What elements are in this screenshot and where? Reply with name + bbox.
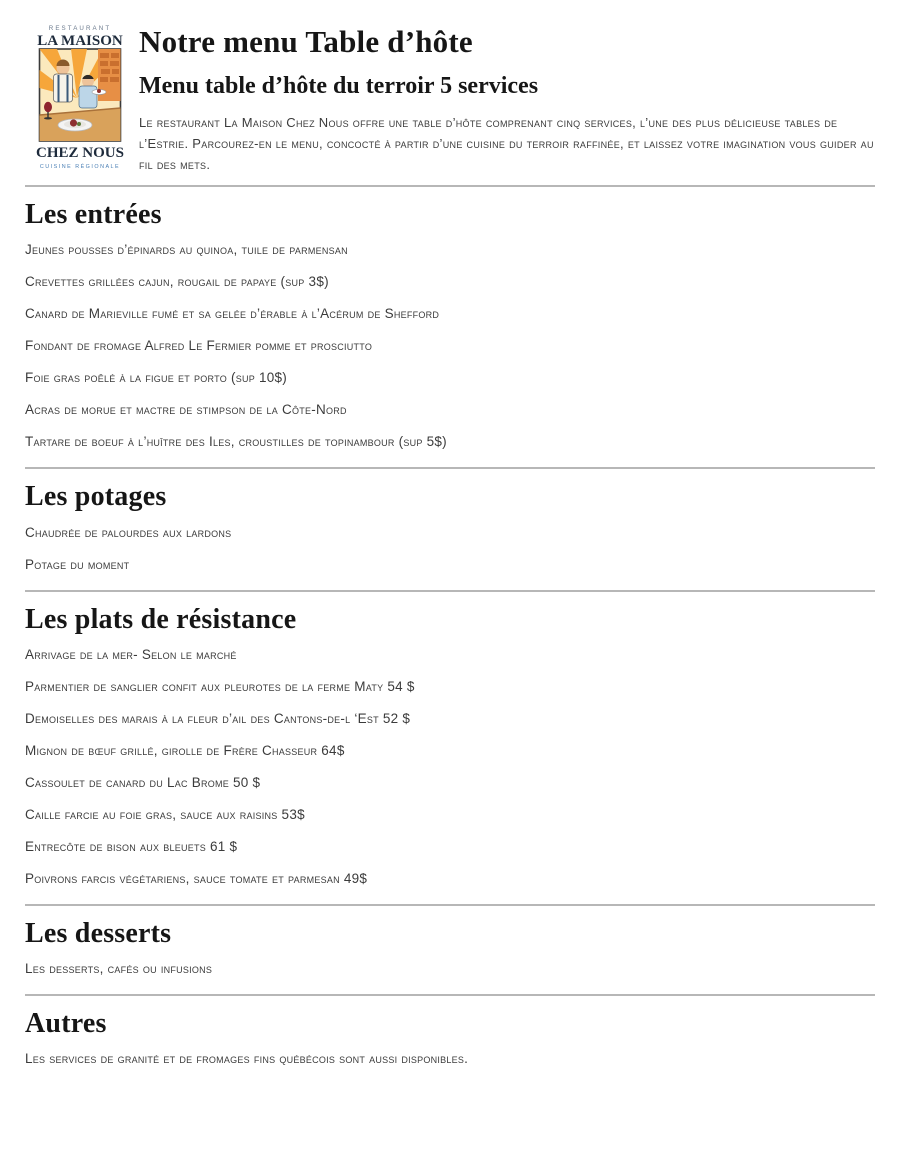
menu-section (25, 994, 875, 1066)
menu-item: Chaudrée de palourdes aux lardons (25, 524, 232, 540)
menu-section (25, 904, 875, 976)
section-divider (25, 467, 875, 469)
page-header (25, 0, 875, 175)
logo-tagline: CUISINE RÉGIONALE (39, 164, 121, 170)
logo-name-top: LA MAISON (37, 33, 123, 49)
menu-item: Entrecôte de bison aux bleuets 61 $ (25, 838, 238, 854)
menu-item: Jeunes pousses d’épinards au quinoa, tuile de parmensan (25, 242, 348, 258)
menu-item: Mignon de bœuf grillé, girolle de Frère Chasseur 64$ (25, 742, 345, 758)
section-divider (25, 904, 875, 906)
section-heading: Les potages (25, 481, 167, 513)
section-heading: Les plats de résistance (25, 603, 297, 635)
menu-item: Crevettes grillées cajun, rougail de papaye (sup 3$) (25, 274, 329, 290)
menu-item: Fondant de fromage Alfred Le Fermier pomme et prosciutto (25, 338, 373, 354)
menu-item: Cassoulet de canard du Lac Brome 50 $ (25, 774, 261, 790)
menu-sections (25, 185, 875, 1066)
restaurant-logo (35, 20, 125, 172)
logo-illustration-icon (40, 49, 121, 141)
menu-section (25, 467, 875, 571)
section-heading: Les desserts (25, 917, 172, 949)
logo-name-bottom: CHEZ NOUS (36, 145, 124, 161)
section-items (25, 243, 875, 449)
section-items (25, 1052, 875, 1066)
menu-section (25, 590, 875, 886)
section-heading: Autres (25, 1007, 107, 1039)
section-items (25, 648, 875, 886)
menu-item: Les desserts, cafés ou infusions (25, 960, 213, 976)
menu-item: Foie gras poêlé à la figue et porto (sup 10$) (25, 370, 287, 386)
menu-item: Arrivage de la mer- Selon le marché (25, 646, 237, 662)
menu-item: Tartare de boeuf à l’huître des Iles, croustilles de topinambour (sup 5$) (25, 434, 447, 450)
menu-section (25, 185, 875, 449)
section-divider (25, 185, 875, 187)
menu-item: Parmentier de sanglier confit aux pleurotes de la ferme Maty 54 $ (25, 678, 415, 694)
menu-item: Les services de granité et de fromages fins québécois sont aussi disponibles. (25, 1051, 469, 1067)
menu-item: Potage du moment (25, 556, 130, 572)
menu-item: Poivrons farcis végétariens, sauce tomate et parmesan 49$ (25, 870, 368, 886)
section-items (25, 526, 875, 572)
menu-item: Caille farcie au foie gras, sauce aux raisins 53$ (25, 806, 305, 822)
section-items (25, 962, 875, 976)
restaurant-logo-icon (35, 20, 125, 172)
section-divider (25, 590, 875, 592)
section-divider (25, 994, 875, 996)
page-subtitle: Menu table d’hôte du terroir 5 services (139, 72, 539, 99)
header-text (125, 20, 875, 175)
menu-item: Demoiselles des marais à la fleur d’ail des Cantons-de-l ‘Est 52 $ (25, 710, 411, 726)
page-title: Notre menu Table d’hôte (139, 24, 473, 59)
section-heading: Les entrées (25, 199, 162, 231)
logo-restaurant-label: RESTAURANT (48, 25, 112, 32)
menu-item: Canard de Marieville fumé et sa gelée d’érable à l’Acérum de Shefford (25, 306, 440, 322)
menu-item: Acras de morue et mactre de stimpson de la Côte-Nord (25, 402, 347, 418)
page-description: Le restaurant La Maison Chez Nous offre une table d’hôte comprenant cinq services, l’une des plus délicieuse tables de l’Estrie. Parcourez-en le menu, concocté à partir d’une cuisine du terroir raffinée, et laissez votre imagination vous guider au fil des mets. (139, 115, 874, 173)
